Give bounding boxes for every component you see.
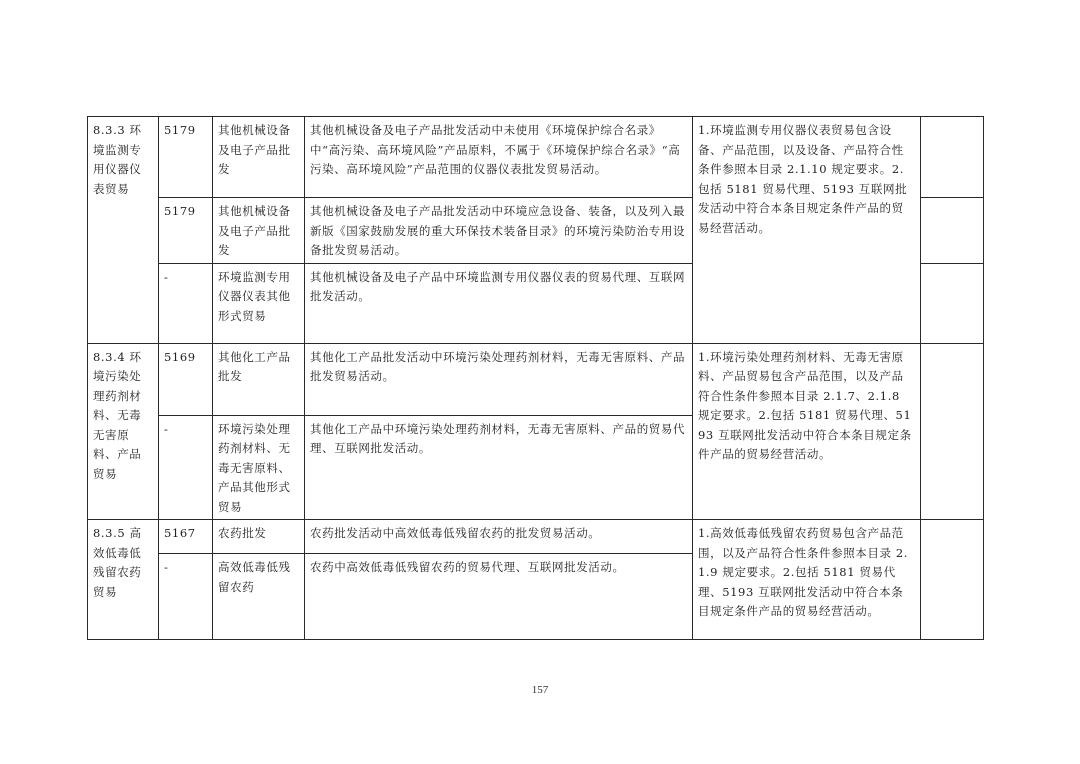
category-cell: 环境污染处理药剂材料、无毒无害原料、产品其他形式贸易	[213, 415, 305, 520]
code-cell: -	[159, 415, 213, 520]
table-row	[88, 343, 984, 415]
code-cell: -	[159, 263, 213, 343]
description-cell: 其他化工产品中环境污染处理药剂材料，无毒无害原料、产品的贸易代理、互联网批发活动。	[305, 415, 693, 520]
table-row	[88, 117, 984, 198]
category-cell: 其他化工产品批发	[213, 343, 305, 415]
code-cell: 5179	[159, 117, 213, 198]
page-number: 157	[531, 684, 549, 696]
code-cell: 5167	[159, 520, 213, 554]
description-cell: 其他机械设备及电子产品批发活动中未使用《环境保护综合名录》中“高污染、高环境风险”产品原料，不属于《环境保护综合名录》“高污染、高环境风险”产品范围的仪器仪表批发贸易活动。	[305, 117, 693, 198]
category-cell: 环境监测专用仪器仪表其他形式贸易	[213, 263, 305, 343]
code-cell: 5179	[159, 198, 213, 264]
conditions-cell: 1.环境监测专用仪器仪表贸易包含设备、产品范围，以及设备、产品符合性条件参照本目录 2.1.10 规定要求。2. 包括 5181 贸易代理、5193 互联网批发活动中符合本条目规定条件产品的贸易经营活动。	[693, 117, 921, 344]
notes-cell	[921, 198, 984, 264]
description-cell: 其他化工产品批发活动中环境污染处理药剂材料，无毒无害原料、产品批发贸易活动。	[305, 343, 693, 415]
description-cell: 农药中高效低毒低残留农药的贸易代理、互联网批发活动。	[305, 554, 693, 640]
category-cell: 农药批发	[213, 520, 305, 554]
category-cell: 其他机械设备及电子产品批发	[213, 117, 305, 198]
description-cell: 其他机械设备及电子产品批发活动中环境应急设备、装备，以及列入最新版《国家鼓励发展的重大环保技术装备目录》的环境污染防治专用设备批发贸易活动。	[305, 198, 693, 264]
code-cell: 5169	[159, 343, 213, 415]
code-cell: -	[159, 554, 213, 640]
table-row	[88, 520, 984, 554]
section-cell: 8.3.3 环境监测专用仪器仪表贸易	[88, 117, 159, 344]
catalog-table	[87, 116, 984, 640]
category-cell: 高效低毒低残留农药	[213, 554, 305, 640]
notes-cell	[921, 343, 984, 520]
notes-cell	[921, 520, 984, 640]
notes-cell	[921, 117, 984, 198]
notes-cell	[921, 263, 984, 343]
conditions-cell: 1.环境污染处理药剂材料、无毒无害原料、产品贸易包含产品范围，以及产品符合性条件参照本目录 2.1.7、2.1.8 规定要求。2.包括 5181 贸易代理、5193 互联网批发活动中符合本条目规定条件产品的贸易经营活动。	[693, 343, 921, 520]
description-cell: 其他机械设备及电子产品中环境监测专用仪器仪表的贸易代理、互联网批发活动。	[305, 263, 693, 343]
section-cell: 8.3.5 高效低毒低残留农药贸易	[88, 520, 159, 640]
description-cell: 农药批发活动中高效低毒低残留农药的批发贸易活动。	[305, 520, 693, 554]
category-cell: 其他机械设备及电子产品批发	[213, 198, 305, 264]
conditions-cell: 1.高效低毒低残留农药贸易包含产品范围，以及产品符合性条件参照本目录 2.1.9 规定要求。2.包括 5181 贸易代理、5193 互联网批发活动中符合本条目规定条件产品的贸易经营活动。	[693, 520, 921, 640]
section-cell: 8.3.4 环境污染处理药剂材料、无毒无害原料、产品贸易	[88, 343, 159, 520]
